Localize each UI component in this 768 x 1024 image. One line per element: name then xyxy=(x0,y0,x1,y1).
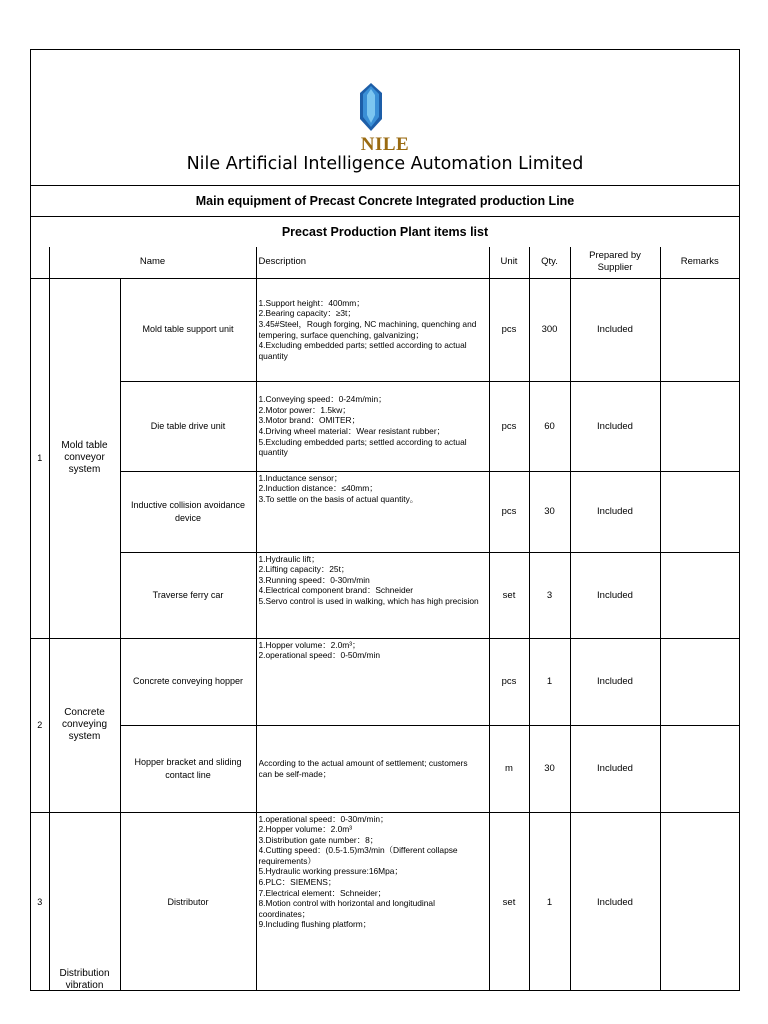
remarks-cell xyxy=(660,471,739,552)
unit-cell: set xyxy=(489,812,529,991)
description-line: 2.Hopper volume：2.0m³ xyxy=(258,824,353,835)
supplier-cell: Included xyxy=(570,812,660,991)
description-line: 1.Support height：400mm； xyxy=(258,297,365,308)
divider xyxy=(31,216,739,217)
qty-cell: 1 xyxy=(529,638,570,725)
description-header: Description xyxy=(256,247,489,278)
description-line: can be self-made； xyxy=(258,768,332,779)
description-line: 4.Cutting speed：(0.5-1.5)m3/min（Different collapse xyxy=(258,845,458,856)
remarks-cell xyxy=(660,381,739,471)
table-row xyxy=(31,552,739,638)
description-line: 3.Motor brand：OMITER； xyxy=(258,415,360,426)
item-name: Concrete conveying hopper xyxy=(120,638,256,725)
remarks-cell xyxy=(660,725,739,812)
num-header xyxy=(31,247,49,278)
description-line: 8.Motion control with horizontal and longitudinal xyxy=(258,898,435,909)
unit-cell: pcs xyxy=(489,638,529,725)
unit-cell: pcs xyxy=(489,381,529,471)
table-row xyxy=(31,725,739,812)
nile-gem-logo-icon xyxy=(360,83,382,131)
qty-cell: 3 xyxy=(529,552,570,638)
description-line: 3.Distribution gate number：8； xyxy=(258,834,379,845)
description-line: 5.Excluding embedded parts; settled according to actual xyxy=(258,436,467,447)
remarks-cell xyxy=(660,278,739,381)
row-number: 2 xyxy=(31,638,49,812)
qty-cell: 1 xyxy=(529,812,570,991)
logo-wordmark: NILE xyxy=(360,134,410,155)
description-line: 9.Including flushing platform； xyxy=(258,919,372,930)
description-line: 2.operational speed：0-50m/min xyxy=(258,650,381,661)
unit-cell: pcs xyxy=(489,278,529,381)
description-line: quantity xyxy=(258,350,288,361)
item-name: Traverse ferry car xyxy=(120,552,256,638)
description-line: 1.operational speed：0-30m/min； xyxy=(258,813,389,824)
item-description xyxy=(256,638,489,725)
company-name: Nile Artificial Intelligence Automation Limited xyxy=(186,154,584,174)
description-line: 5.Servo control is used in walking, which has high precision xyxy=(258,595,479,606)
description-line: 6.PLC：SIEMENS； xyxy=(258,877,337,888)
description-line: 1.Hydraulic lift； xyxy=(258,553,320,564)
table-header-row xyxy=(31,247,739,278)
qty-header: Qty. xyxy=(529,247,570,278)
description-line: 2.Motor power：1.5kw； xyxy=(258,404,351,415)
qty-cell: 60 xyxy=(529,381,570,471)
item-description xyxy=(256,812,489,991)
item-name: Die table drive unit xyxy=(120,381,256,471)
system-name: Concrete conveying system xyxy=(49,638,120,812)
qty-cell: 30 xyxy=(529,725,570,812)
main-title: Main equipment of Precast Concrete Integrated production Line xyxy=(195,194,575,208)
description-line: coordinates； xyxy=(258,908,311,919)
supplier-cell: Included xyxy=(570,725,660,812)
supplier-cell: Included xyxy=(570,552,660,638)
name-header: Name xyxy=(49,247,256,278)
description-line: 3.45#Steel，Rough forging, NC machining, quenching and xyxy=(258,318,477,329)
description-line: 3.Running speed：0-30m/min xyxy=(258,574,370,585)
item-name: Hopper bracket and sliding contact line xyxy=(120,725,256,812)
logo-header xyxy=(31,50,739,185)
item-description xyxy=(256,278,489,381)
item-name: Mold table support unit xyxy=(120,278,256,381)
table-row xyxy=(31,278,739,381)
item-description xyxy=(256,552,489,638)
unit-cell: set xyxy=(489,552,529,638)
table-row xyxy=(31,381,739,471)
description-line: requirements） xyxy=(258,855,316,866)
description-line: 2.Bearing capacity：≥3t； xyxy=(258,308,356,319)
supplier-cell: Included xyxy=(570,381,660,471)
remarks-cell xyxy=(660,638,739,725)
description-line: 7.Electrical element：Schneider； xyxy=(258,887,387,898)
table-row xyxy=(31,812,739,991)
description-line: 4.Electrical component brand：Schneider xyxy=(258,585,414,596)
remarks-cell xyxy=(660,812,739,991)
prepared-by-header: Prepared by Supplier xyxy=(570,247,660,278)
equipment-table xyxy=(31,247,739,991)
unit-header: Unit xyxy=(489,247,529,278)
item-description xyxy=(256,725,489,812)
item-name: Distributor xyxy=(120,812,256,991)
table-row xyxy=(31,471,739,552)
spreadsheet-page xyxy=(30,49,740,991)
row-number: 1 xyxy=(31,278,49,638)
description-line: 1.Inductance sensor； xyxy=(258,472,343,483)
description-line: 3.To settle on the basis of actual quantity。 xyxy=(258,493,419,504)
item-description xyxy=(256,471,489,552)
description-line: 2.Induction distance：≤40mm； xyxy=(258,483,378,494)
row-number: 3 xyxy=(31,812,49,991)
remarks-cell xyxy=(660,552,739,638)
sub-title: Precast Production Plant items list xyxy=(281,225,489,239)
supplier-cell: Included xyxy=(570,278,660,381)
remarks-header: Remarks xyxy=(660,247,739,278)
system-name: Mold table conveyor system xyxy=(49,278,120,638)
qty-cell: 300 xyxy=(529,278,570,381)
description-line: 2.Lifting capacity：25t； xyxy=(258,564,350,575)
unit-cell: m xyxy=(489,725,529,812)
item-description xyxy=(256,381,489,471)
table-row xyxy=(31,638,739,725)
description-line: 4.Driving wheel material：Wear resistant rubber； xyxy=(258,426,445,436)
supplier-cell: Included xyxy=(570,471,660,552)
unit-cell: pcs xyxy=(489,471,529,552)
system-name: Distribution vibration xyxy=(49,812,120,991)
description-line: quantity xyxy=(258,447,288,458)
description-line: 1.Hopper volume：2.0m³； xyxy=(258,639,361,650)
description-line: According to the actual amount of settlement; customers xyxy=(258,757,468,768)
description-line: 4.Excluding embedded parts; settled according to actual xyxy=(258,340,467,351)
qty-cell: 30 xyxy=(529,471,570,552)
description-line: 5.Hydraulic working pressure:16Mpa； xyxy=(258,866,403,877)
description-line: tempering, surface quenching, galvanizing； xyxy=(258,329,424,340)
supplier-cell: Included xyxy=(570,638,660,725)
description-line: 1.Conveying speed：0-24m/min； xyxy=(258,394,387,405)
divider xyxy=(31,185,739,186)
item-name: Inductive collision avoidance device xyxy=(120,471,256,552)
